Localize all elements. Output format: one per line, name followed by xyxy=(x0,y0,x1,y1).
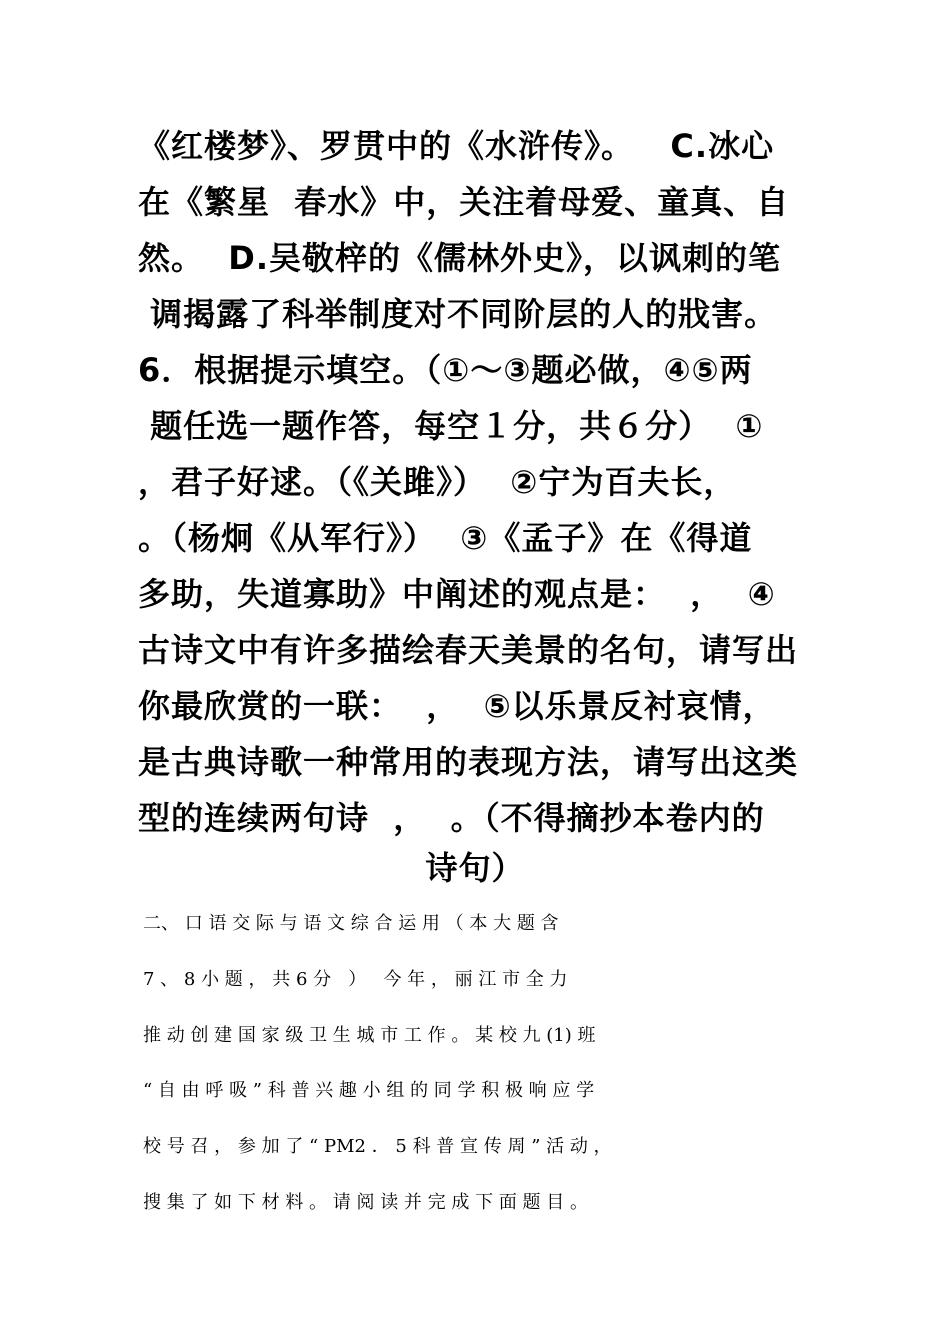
section-line-6: 搜 集 了 如 下 材 料 。 请 阅 读 并 完 成 下 面 题 目 。 xyxy=(143,1192,588,1213)
paragraph-line-7: ，君子好逑。（《关雎》） ②宁为百夫长， xyxy=(138,463,737,501)
paragraph-line-3: 然。 D.吴敬梓的《儒林外史》，以讽刺的笔 xyxy=(138,239,782,277)
paragraph-line-8: 。（杨炯《从军行》） ③《孟子》在《得道 xyxy=(138,519,753,557)
paragraph-line-5: 6．根据提示填空。（①～③题必做，④⑤两 xyxy=(138,351,753,389)
section-line-5: 校 号 召 ， 参 加 了 “ PM2 ． 5 科 普 宣 传 周 ” 活 动 ， xyxy=(143,1136,612,1157)
paragraph-line-12: 是古典诗歌一种常用的表现方法，请写出这类 xyxy=(138,743,799,781)
section-line-2: 7 、 8 小 题 ， 共 6 分 ） 今 年 ， 丽 江 市 全 力 xyxy=(143,969,568,990)
paragraph-line-1: 《红楼梦》、罗贯中的《水浒传》。 C.冰心 xyxy=(138,127,775,165)
section-line-3: 推 动 创 建 国 家 级 卫 生 城 市 工 作 。 某 校 九 (1) 班 xyxy=(143,1025,596,1046)
paragraph-line-10: 古诗文中有许多描绘春天美景的名句，请写出 xyxy=(138,631,799,669)
section-line-1: 二、 口 语 交 际 与 语 文 综 合 运 用 （ 本 大 题 含 xyxy=(143,913,559,934)
paragraph-line-2: 在《繁星 春水》中，关注着母爱、童真、自 xyxy=(138,183,790,221)
centered-line: 诗句） xyxy=(425,849,525,887)
paragraph-line-13: 型的连续两句诗 ， 。（不得摘抄本卷内的 xyxy=(138,799,765,837)
paragraph-line-11: 你最欣赏的一联： ， ⑤以乐景反衬哀情， xyxy=(138,687,776,725)
paragraph-line-4: 调揭露了科举制度对不同阶层的人的戕害。 xyxy=(138,295,778,333)
section-line-4: “ 自 由 呼 吸 ” 科 普 兴 趣 小 组 的 同 学 积 极 响 应 学 xyxy=(143,1080,595,1101)
paragraph-line-6: 题任选一题作答，每空１分，共６分） ① xyxy=(138,407,764,445)
paragraph-line-9: 多助，失道寡助》中阐述的观点是： ， ④ xyxy=(138,575,776,613)
